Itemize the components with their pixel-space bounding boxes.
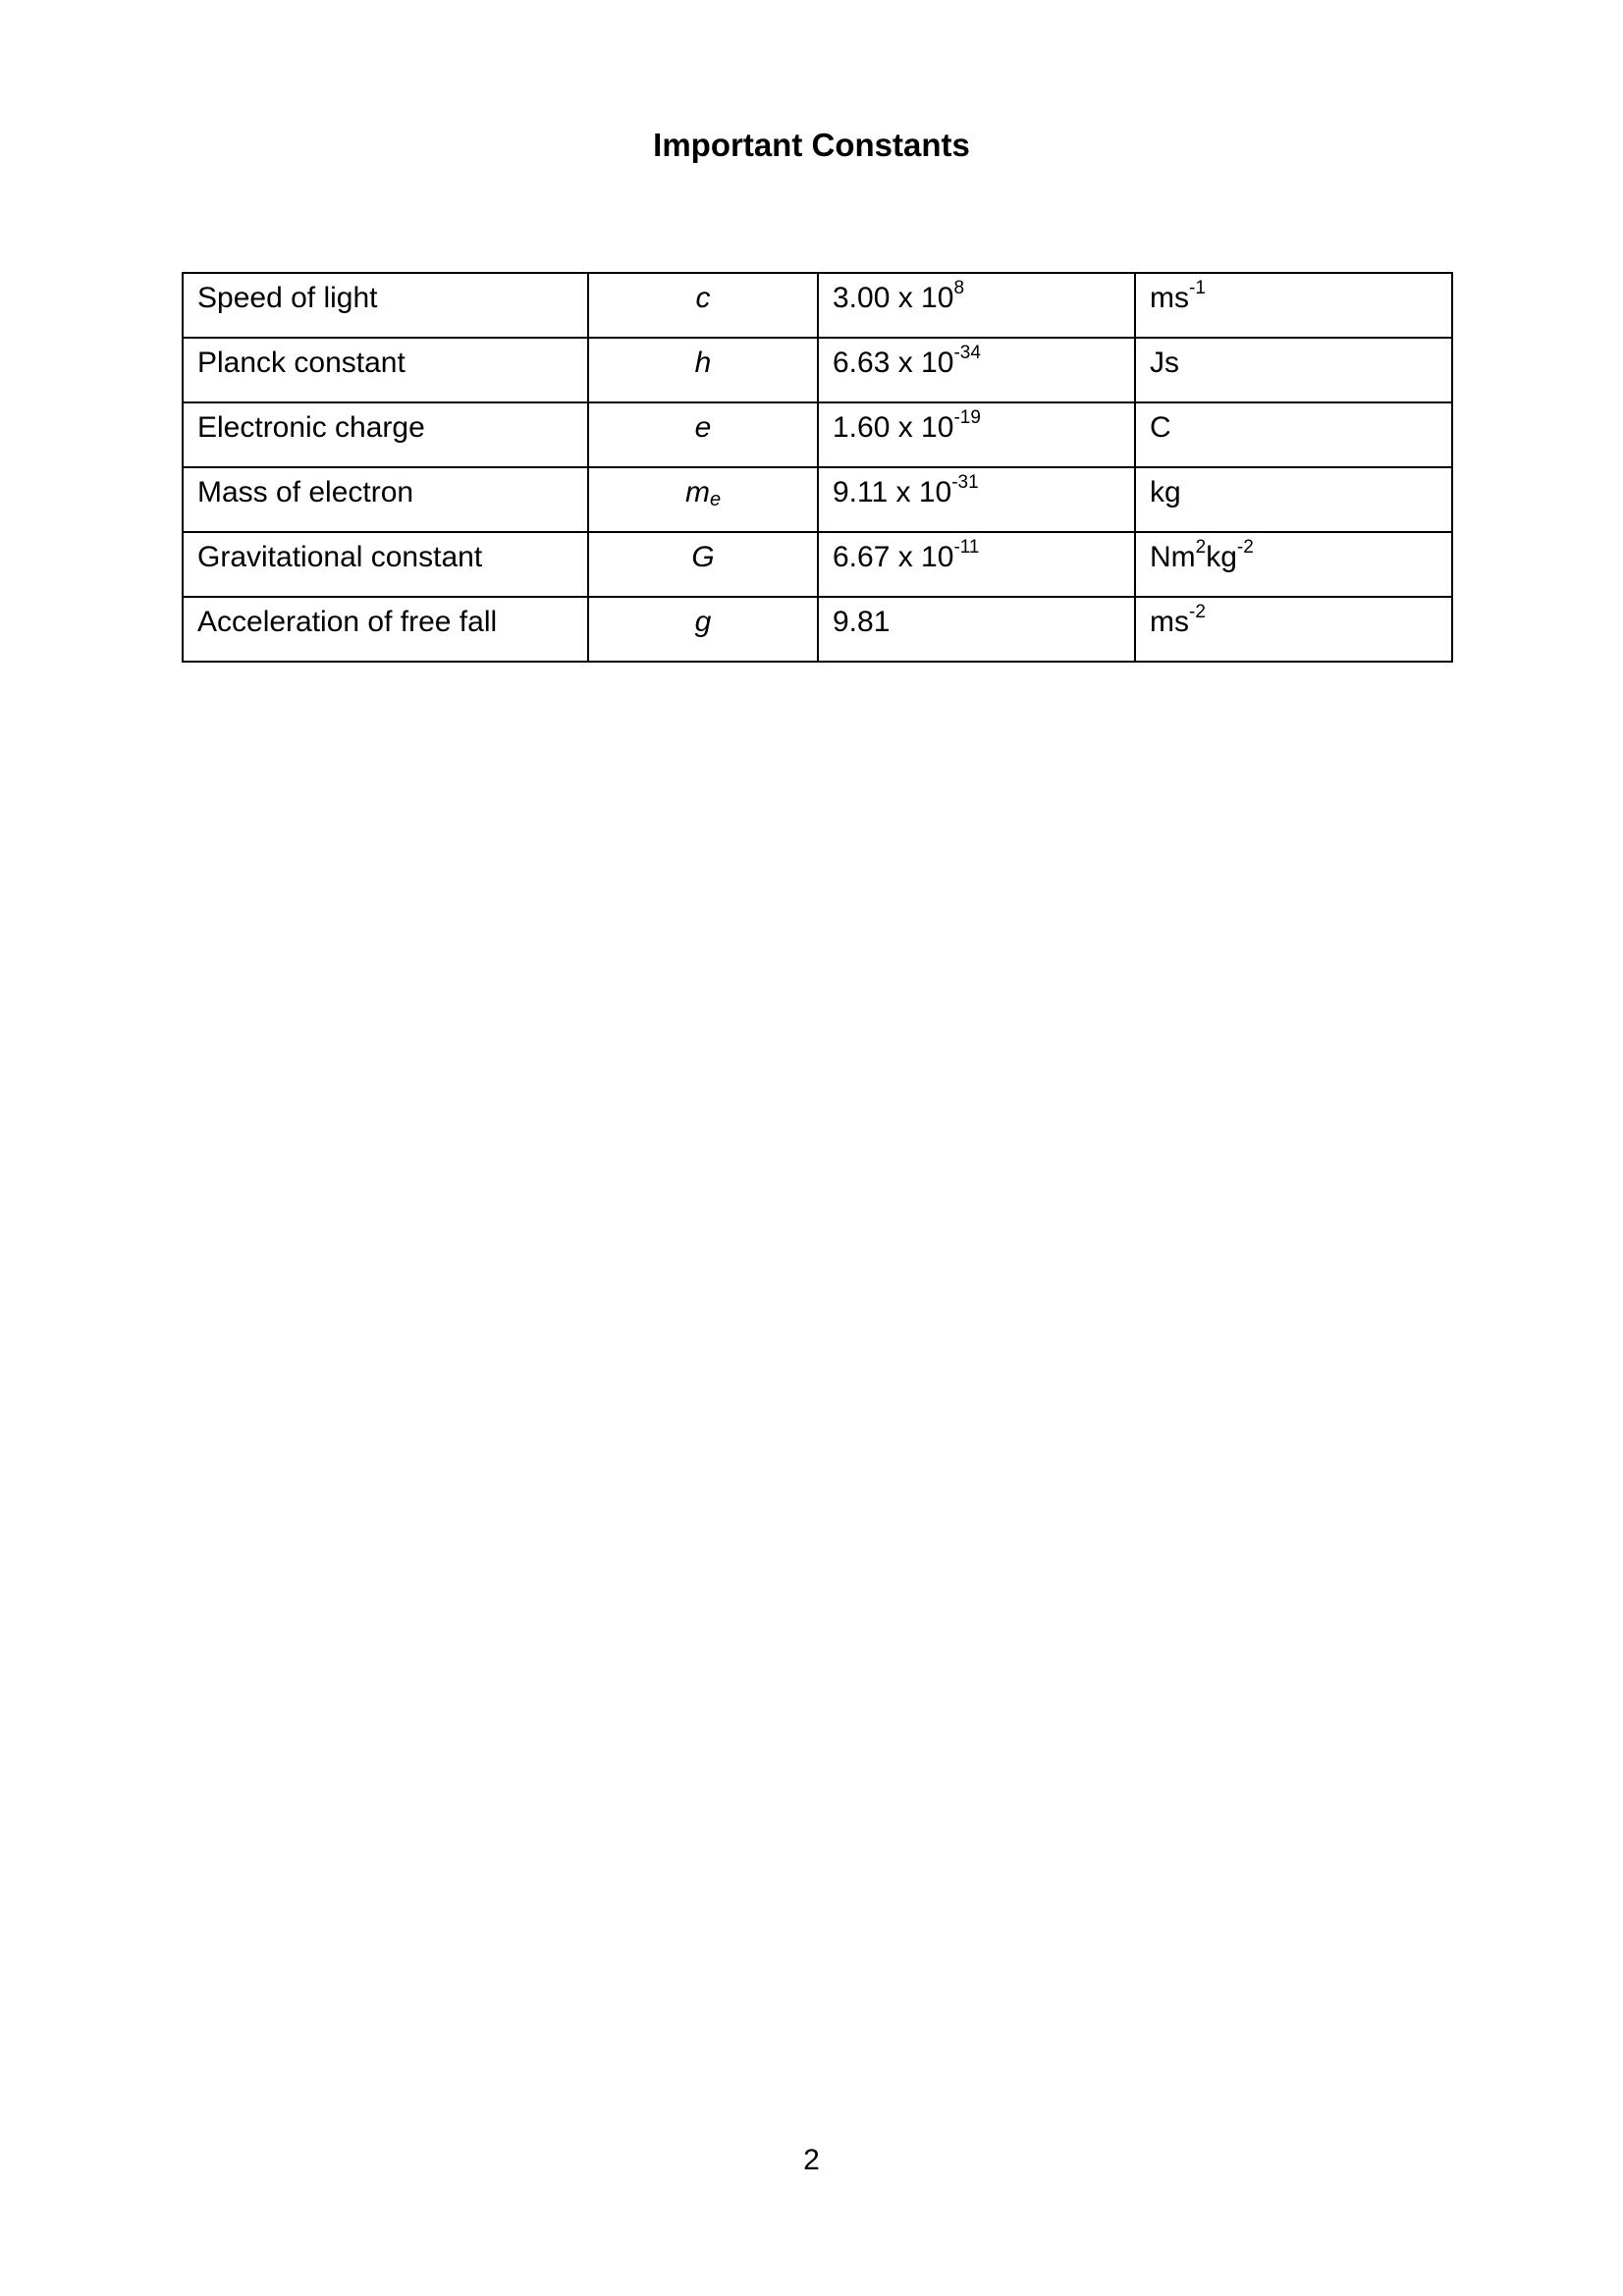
value-mantissa: 6.67 x 10 (833, 541, 954, 573)
table-row (183, 467, 1452, 532)
constant-name: Gravitational constant (183, 532, 588, 597)
symbol-subscript: e (709, 489, 722, 510)
table-row (183, 532, 1452, 597)
constant-symbol (588, 273, 818, 338)
constants-table-body (183, 273, 1452, 662)
page-number: 2 (803, 2144, 820, 2176)
value-mantissa: 6.63 x 10 (833, 347, 954, 379)
constant-unit (1135, 597, 1452, 662)
constant-value (818, 597, 1135, 662)
unit-part: ms (1150, 606, 1189, 638)
value-exponent: -34 (953, 343, 981, 363)
value-mantissa: 9.81 (833, 606, 891, 638)
constant-value (818, 467, 1135, 532)
unit-part: kg (1206, 541, 1237, 573)
value-exponent: 8 (953, 278, 965, 298)
constant-value (818, 338, 1135, 402)
unit-part: Nm (1150, 541, 1196, 573)
constant-unit (1135, 467, 1452, 532)
constant-unit (1135, 402, 1452, 467)
constant-name: Electronic charge (183, 402, 588, 467)
constant-unit (1135, 273, 1452, 338)
constant-value (818, 273, 1135, 338)
table-row (183, 338, 1452, 402)
symbol-letter: G (691, 541, 715, 573)
unit-exponent: 2 (1195, 537, 1207, 558)
symbol-letter: c (695, 282, 711, 314)
unit-exponent: -2 (1189, 602, 1206, 622)
value-mantissa: 3.00 x 10 (833, 282, 954, 314)
constant-unit (1135, 532, 1452, 597)
unit-part: C (1150, 411, 1171, 444)
constants-table (182, 272, 1453, 663)
table-row (183, 597, 1452, 662)
value-mantissa: 1.60 x 10 (833, 411, 954, 444)
value-exponent: -11 (953, 537, 980, 558)
symbol-letter: e (694, 411, 712, 444)
symbol-letter: h (694, 347, 712, 379)
page-title: Important Constants (653, 127, 970, 163)
unit-part: ms (1150, 282, 1189, 314)
table-row (183, 402, 1452, 467)
constant-symbol (588, 467, 818, 532)
constant-symbol (588, 338, 818, 402)
unit-part: Js (1150, 347, 1179, 379)
unit-part: kg (1150, 476, 1181, 508)
constant-value (818, 532, 1135, 597)
constant-symbol (588, 532, 818, 597)
table-row (183, 273, 1452, 338)
symbol-letter: g (694, 606, 712, 638)
value-exponent: -31 (951, 472, 979, 493)
constant-name: Mass of electron (183, 467, 588, 532)
constant-symbol (588, 597, 818, 662)
unit-exponent: -1 (1189, 278, 1206, 298)
constant-name: Planck constant (183, 338, 588, 402)
constant-symbol (588, 402, 818, 467)
value-exponent: -19 (953, 407, 981, 428)
constant-name: Speed of light (183, 273, 588, 338)
symbol-letter: m (684, 476, 710, 508)
constant-unit (1135, 338, 1452, 402)
constant-value (818, 402, 1135, 467)
value-mantissa: 9.11 x 10 (833, 476, 952, 508)
constant-name: Acceleration of free fall (183, 597, 588, 662)
unit-exponent: -2 (1236, 537, 1254, 558)
